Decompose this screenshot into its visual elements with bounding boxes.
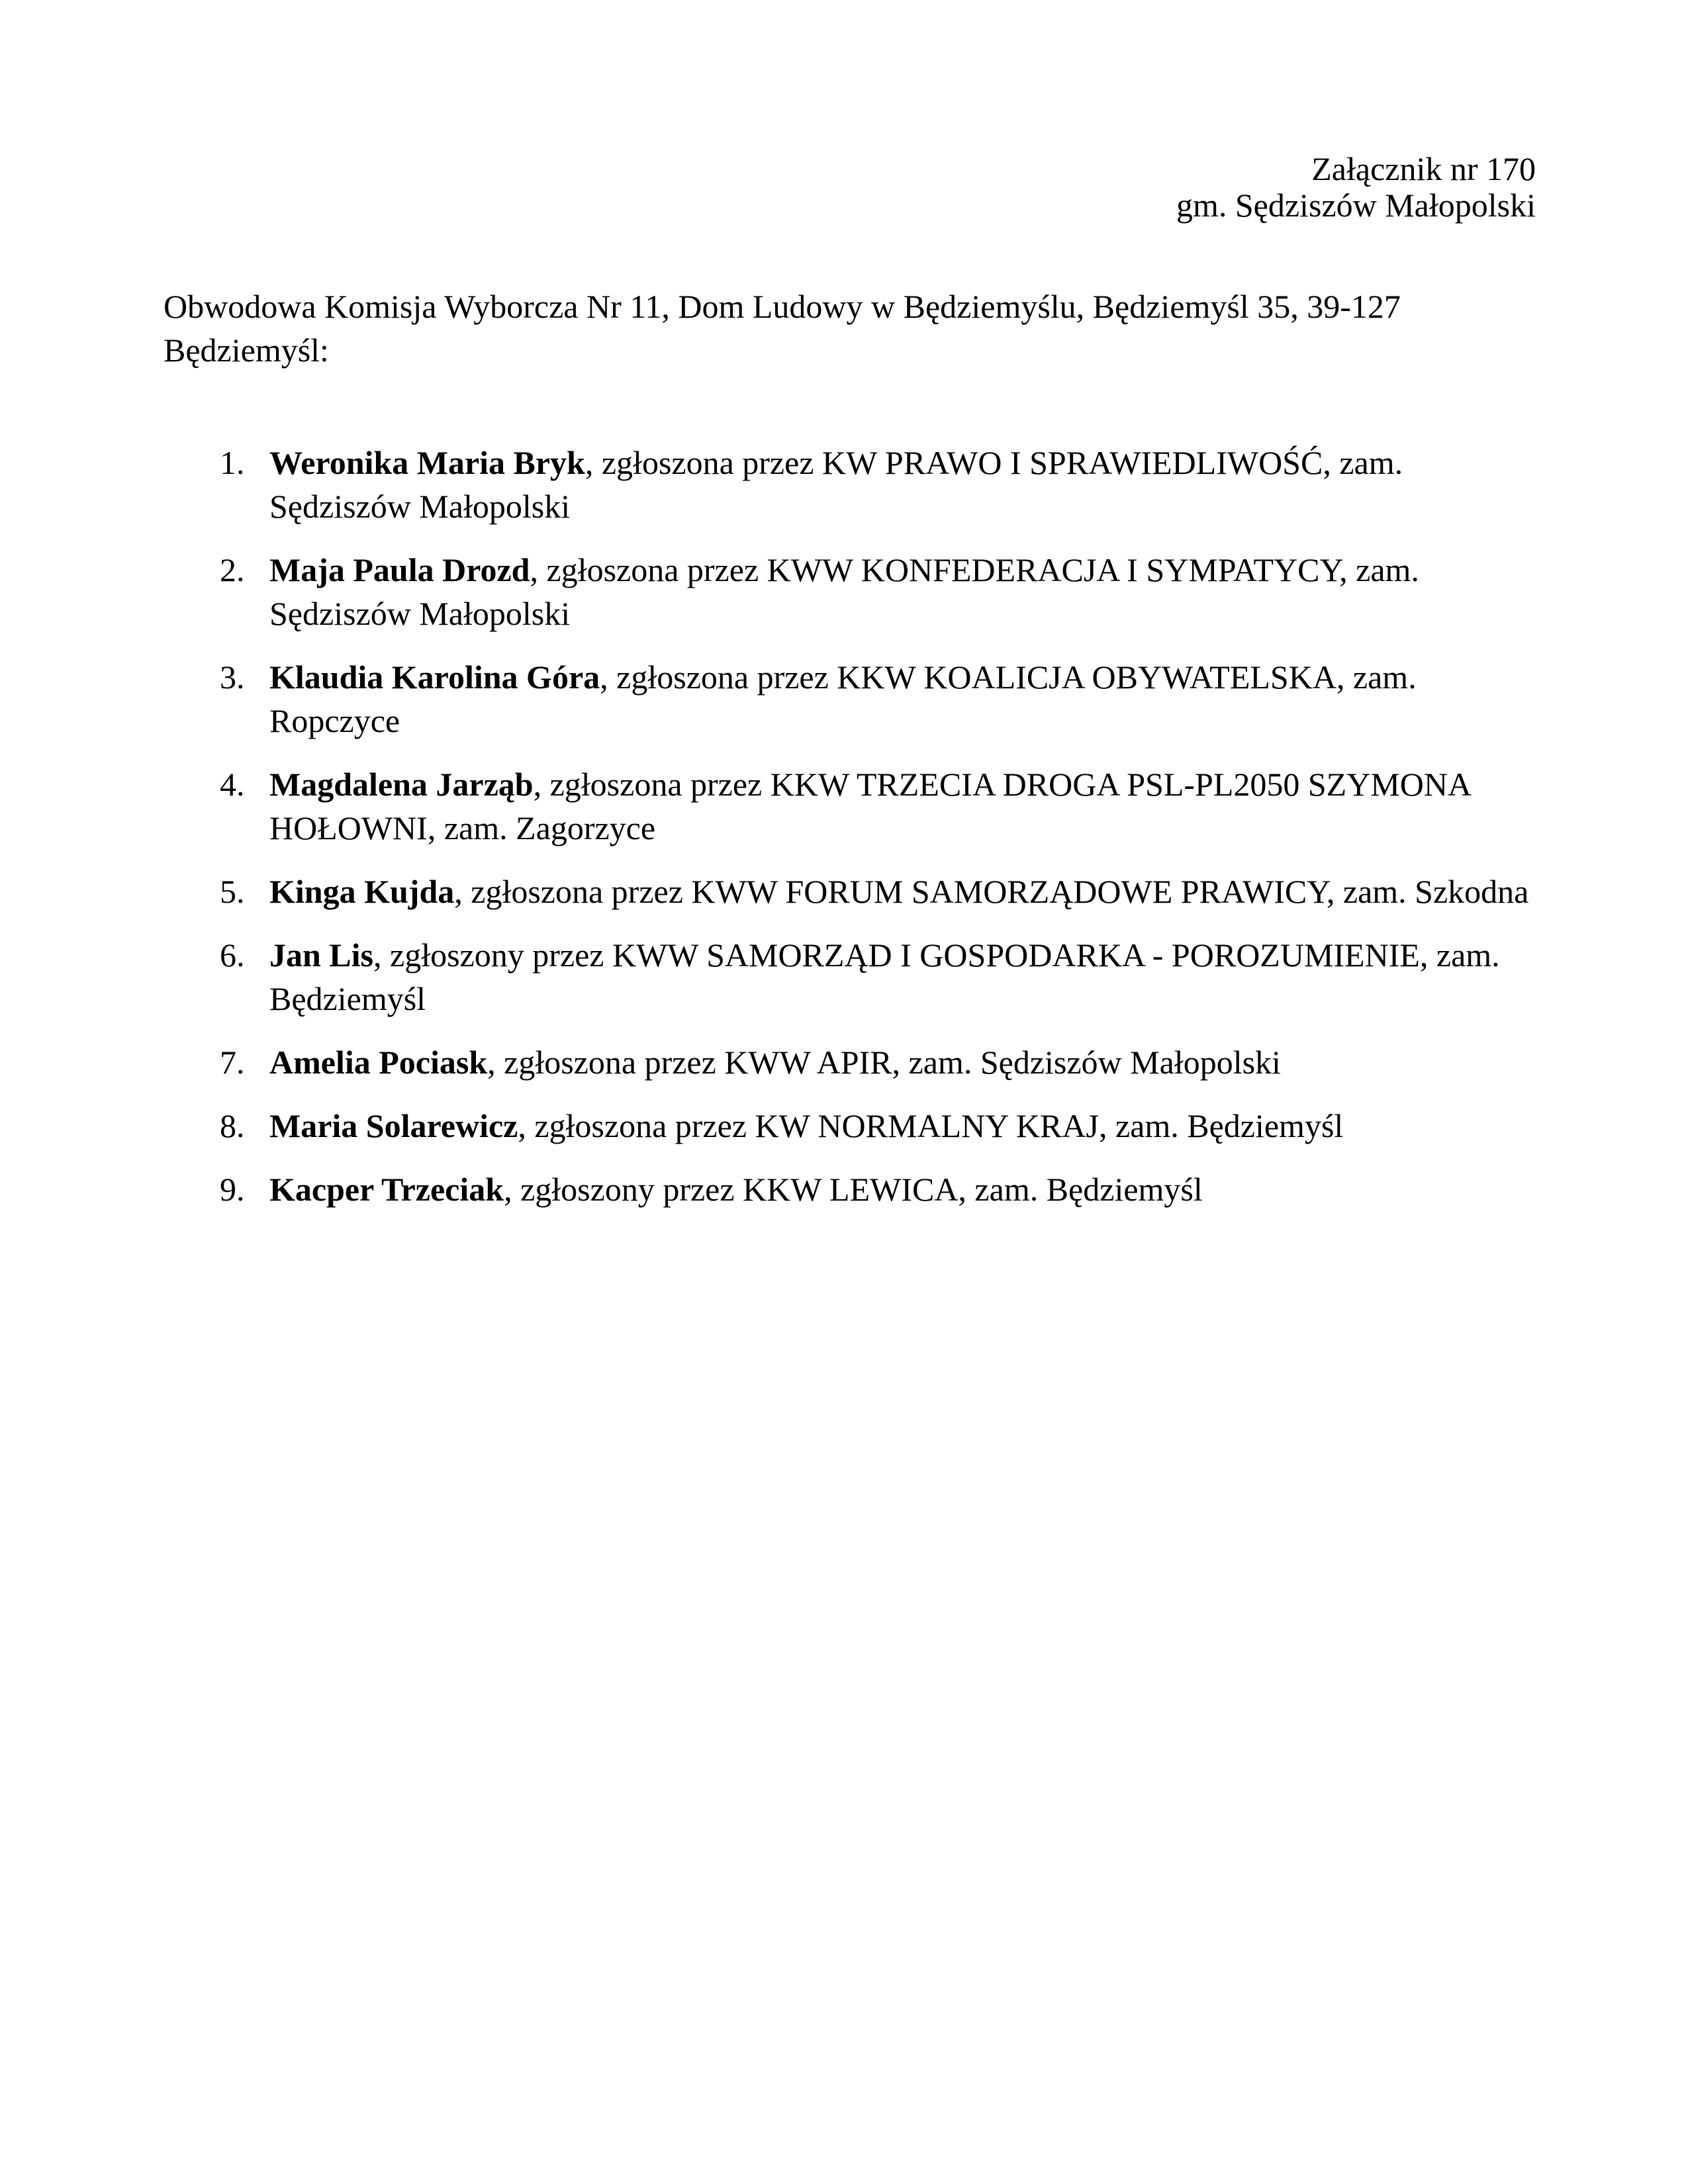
member-details: , zgłoszona przez KWW KONFEDERACJA I SYMPATYCY, zam. Sędziszów Małopolski xyxy=(269,551,1419,632)
member-name: Magdalena Jarząb xyxy=(269,766,534,803)
municipality-label: gm. Sędziszów Małopolski xyxy=(1176,187,1536,224)
member-number: 4. xyxy=(220,766,245,803)
member-number: 3. xyxy=(220,659,245,696)
member-number: 1. xyxy=(220,444,245,481)
member-number: 9. xyxy=(220,1171,245,1208)
member-item xyxy=(164,655,1536,743)
member-number: 2. xyxy=(220,551,245,588)
attachment-number: Załącznik nr 170 xyxy=(1311,150,1536,187)
member-name: Amelia Pociask xyxy=(269,1044,488,1081)
member-text xyxy=(269,1171,1203,1208)
member-details: , zgłoszona przez KWW APIR, zam. Sędziszów Małopolski xyxy=(487,1044,1281,1081)
member-details: , zgłoszona przez KW NORMALNY KRAJ, zam. Będziemyśl xyxy=(518,1107,1344,1144)
member-name: Kacper Trzeciak xyxy=(269,1171,504,1208)
member-text xyxy=(269,873,1528,910)
member-details: , zgłoszona przez KW PRAWO I SPRAWIEDLIWOŚĆ, zam. Sędziszów Małopolski xyxy=(269,444,1403,525)
member-item xyxy=(164,1104,1536,1148)
member-item xyxy=(164,548,1536,635)
member-item xyxy=(164,1167,1536,1211)
member-name: Maja Paula Drozd xyxy=(269,551,530,588)
member-item xyxy=(164,762,1536,850)
member-details: , zgłoszona przez KWW FORUM SAMORZĄDOWE PRAWICY, zam. Szkodna xyxy=(454,873,1529,910)
member-details: , zgłoszony przez KKW LEWICA, zam. Będziemyśl xyxy=(504,1171,1203,1208)
member-text xyxy=(269,1107,1343,1144)
member-name: Weronika Maria Bryk xyxy=(269,444,585,481)
member-number: 5. xyxy=(220,873,245,910)
member-details: , zgłoszona przez KKW TRZECIA DROGA PSL-PL2050 SZYMONA HOŁOWNI, zam. Zagorzyce xyxy=(269,766,1470,846)
member-item xyxy=(164,933,1536,1021)
member-text xyxy=(269,936,1500,1017)
member-name: Kinga Kujda xyxy=(269,873,455,910)
member-number: 7. xyxy=(220,1044,245,1081)
member-text xyxy=(269,444,1403,525)
member-name: Maria Solarewicz xyxy=(269,1107,518,1144)
member-details: , zgłoszony przez KWW SAMORZĄD I GOSPODARKA - POROZUMIENIE, zam. Będziemyśl xyxy=(269,936,1500,1017)
member-text xyxy=(269,1044,1281,1081)
member-item xyxy=(164,870,1536,913)
member-number: 6. xyxy=(220,936,245,974)
member-name: Klaudia Karolina Góra xyxy=(269,659,600,696)
attachment-header xyxy=(164,151,1536,224)
member-text xyxy=(269,766,1470,846)
member-details: , zgłoszona przez KKW KOALICJA OBYWATELSKA, zam. Ropczyce xyxy=(269,659,1417,739)
member-list xyxy=(164,441,1536,1211)
member-name: Jan Lis xyxy=(269,936,374,974)
member-item xyxy=(164,441,1536,528)
member-item xyxy=(164,1040,1536,1084)
member-text xyxy=(269,551,1419,632)
commission-title: Obwodowa Komisja Wyborcza Nr 11, Dom Ludowy w Będziemyślu, Będziemyśl 35, 39-127 Będziemyśl: xyxy=(164,288,1401,369)
member-number: 8. xyxy=(220,1107,245,1144)
member-text xyxy=(269,659,1417,739)
